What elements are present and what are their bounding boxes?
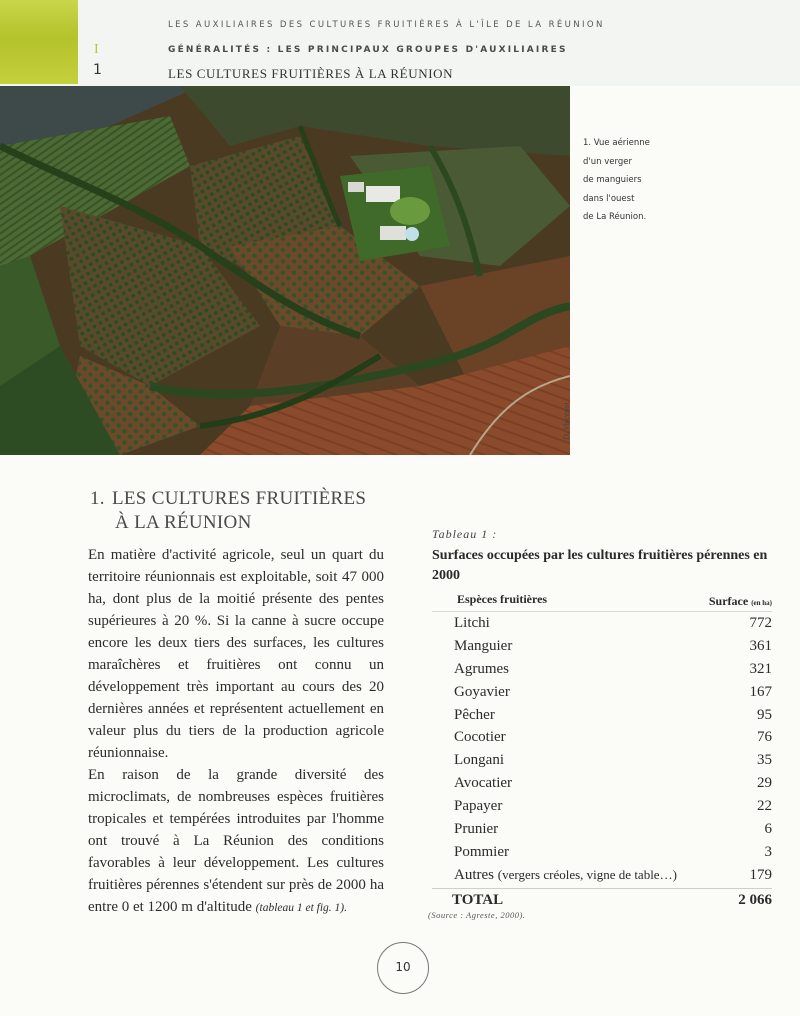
surface-value: 3 xyxy=(764,843,772,860)
table-row-other xyxy=(432,864,772,887)
table-row xyxy=(432,612,772,635)
species-name: Agrumes xyxy=(454,660,509,677)
species-name: Papayer xyxy=(454,798,503,815)
aerial-orchard-photo xyxy=(0,86,570,455)
table-row xyxy=(432,681,772,704)
table-row xyxy=(432,658,772,681)
surface-value: 772 xyxy=(749,615,772,631)
fruit-surface-table xyxy=(432,590,772,911)
chapter-number: 1 xyxy=(93,62,102,78)
caption-line: de La Réunion. xyxy=(583,212,647,222)
species-name: Goyavier xyxy=(454,683,510,700)
table-row xyxy=(432,749,772,772)
chapter-color-tab xyxy=(0,0,78,84)
photo-caption xyxy=(583,134,703,227)
body-paragraph-2-text: En raison de la grande diversité des microclimats, de nombreuses espèces fruitières tropicales et tempérées introduites par l'homme ont trouvé à La Réunion des conditions favorables à leur développement. Les cultures fruitières pérennes s'étendent sur près de 2000 ha entre 0 et 1200 m d'altitude xyxy=(88,767,384,915)
surface-value: 167 xyxy=(749,683,772,700)
body-paragraph-1: En matière d'activité agricole, seul un quart du territoire réunionnais est exploitable, soit 47 000 ha, dont plus de la moitié présente des pentes supérieures à 20 %. Si la canne à sucre occupe encore les deux tiers des surfaces, les cultures maraîchères et fruitières ont connu un développement très important au cours des 20 dernières années et représentent actuellement en valeur plus du tiers de la production agricole réunionnaise. xyxy=(88,547,384,761)
photo-credit: D. Vincenot xyxy=(562,402,571,440)
table-row xyxy=(432,635,772,658)
table-row xyxy=(432,818,772,841)
body-text xyxy=(88,544,384,919)
table-row xyxy=(432,795,772,818)
section-number: 1. xyxy=(90,488,105,509)
aerial-orchard-illustration xyxy=(0,86,570,455)
surface-value: 321 xyxy=(749,660,772,677)
caption-line: 1. Vue aérienne xyxy=(583,138,650,148)
table-title: Surfaces occupées par les cultures fruitières pérennes en 2000 xyxy=(432,548,768,583)
section-title-line1: LES CULTURES FRUITIÈRES xyxy=(112,488,367,509)
column-header-surface-label: Surface xyxy=(708,594,749,608)
caption-line: dans l'ouest xyxy=(583,193,635,204)
caption-line: d'un verger xyxy=(583,156,632,167)
species-name: Pommier xyxy=(454,843,509,860)
species-name: Longani xyxy=(454,752,504,769)
table-total-row xyxy=(432,888,772,911)
column-header-unit: (en ha) xyxy=(751,599,772,607)
species-name: Manguier xyxy=(454,637,513,654)
page-number: 10 xyxy=(395,960,411,974)
table-figure-reference: (tableau 1 et fig. 1). xyxy=(255,902,348,914)
body-paragraph-2 xyxy=(88,764,384,919)
total-value: 2 066 xyxy=(738,891,772,908)
section-heading xyxy=(90,487,366,535)
total-label: TOTAL xyxy=(452,891,504,908)
table-row xyxy=(432,841,772,864)
species-name: Prunier xyxy=(454,821,499,838)
running-header-part: GÉNÉRALITÉS : LES PRINCIPAUX GROUPES D'AUXILIAIRES xyxy=(168,45,568,55)
other-detail: (vergers créoles, vigne de table…) xyxy=(497,866,677,882)
surface-value: 22 xyxy=(757,798,772,815)
species-name-other xyxy=(454,864,677,886)
species-name: Pêcher xyxy=(454,706,495,723)
surface-value: 95 xyxy=(757,706,772,723)
surface-value: 6 xyxy=(764,821,772,838)
table-row xyxy=(432,726,772,749)
caption-line: de manguiers xyxy=(583,175,642,185)
surface-value: 361 xyxy=(749,637,772,654)
species-name: Cocotier xyxy=(454,729,506,746)
other-label: Autres xyxy=(454,866,494,883)
page-number-badge xyxy=(377,942,429,994)
section-title-line2: À LA RÉUNION xyxy=(115,512,252,533)
table-row xyxy=(432,704,772,727)
surface-value: 76 xyxy=(757,729,772,746)
surface-value: 35 xyxy=(757,752,772,769)
column-header-surface xyxy=(709,594,772,609)
table-source: (Source : Agreste, 2000). xyxy=(428,910,526,920)
surface-value: 29 xyxy=(757,775,772,792)
column-header-species: Espèces fruitières xyxy=(457,592,548,606)
part-roman-numeral: I xyxy=(94,42,99,57)
running-header-book-title: LES AUXILIAIRES DES CULTURES FRUITIÈRES À L'ÎLE DE LA RÉUNION xyxy=(168,20,605,30)
table-row xyxy=(432,772,772,795)
table-label: Tableau 1 : xyxy=(432,527,498,541)
table-header-row xyxy=(432,590,772,612)
running-header-chapter: LES CULTURES FRUITIÈRES À LA RÉUNION xyxy=(168,66,454,81)
species-name: Litchi xyxy=(454,615,490,631)
surface-value: 179 xyxy=(749,866,772,883)
species-name: Avocatier xyxy=(454,775,513,792)
